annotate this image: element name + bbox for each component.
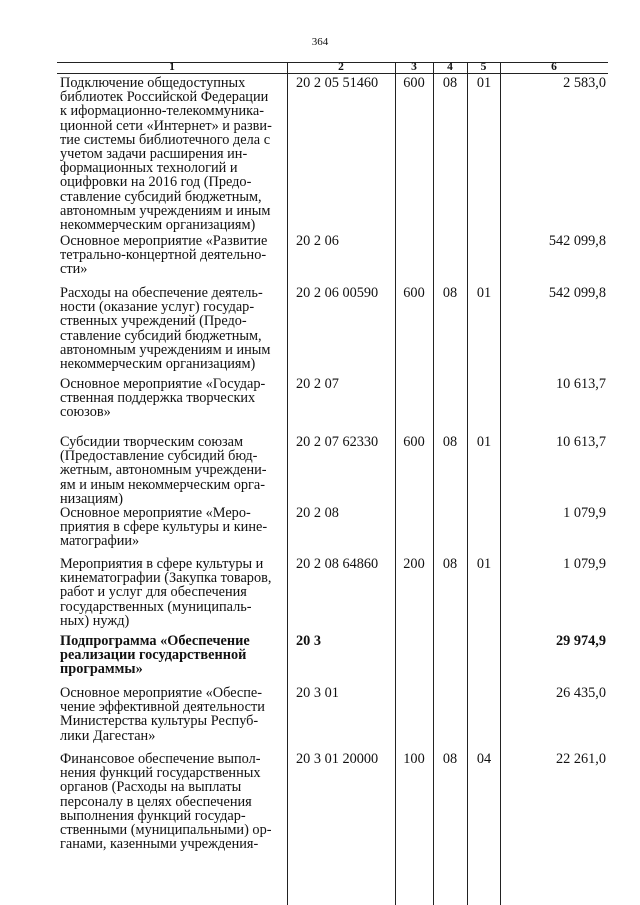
column-divider bbox=[395, 62, 396, 905]
row-amount: 29 974,9 bbox=[555, 633, 606, 649]
row-code: 20 2 05 51460 bbox=[296, 75, 379, 91]
header-col-4: 4 bbox=[447, 61, 453, 73]
row-description: Субсидии творческим союзам (Предоставление субсидий бюд- жетным, автономным учреждени- ям и иным некоммерческим орга- низациям) bbox=[60, 434, 267, 507]
column-divider bbox=[467, 62, 468, 905]
row-description: Основное мероприятие «Государ- ственная поддержка творческих союзов» bbox=[60, 376, 266, 421]
row-description: Подключение общедоступных библиотек Российской Федерации к иформационно-телекоммуника- ционной сети «Интернет» и разви- тие системы библиотечного дела с учетом задачи расширения ин- формационных технологий и оцифровки на 2016 год (Предо- ставление субсидий бюджетным, автономным учреждениям и иным некоммерческим организациям) bbox=[60, 75, 272, 234]
row-section: 08 bbox=[442, 751, 458, 767]
row-expense-type: 600 bbox=[403, 75, 425, 91]
row-section: 08 bbox=[442, 75, 458, 91]
row-code: 20 3 01 20000 bbox=[296, 751, 379, 767]
column-divider bbox=[433, 62, 434, 905]
row-amount: 542 099,8 bbox=[548, 285, 606, 301]
row-section: 08 bbox=[442, 285, 458, 301]
row-expense-type: 200 bbox=[403, 556, 425, 572]
row-code: 20 3 bbox=[296, 633, 322, 649]
row-description: Расходы на обеспечение деятель- ности (оказание услуг) государ- ственных учреждений (Предо- ставление субсидий бюджетным, автономным учреждениям и иным некоммерческим организациям) bbox=[60, 285, 271, 373]
row-description: Подпрограмма «Обеспечение реализации государственной программы» bbox=[60, 633, 250, 678]
row-amount: 22 261,0 bbox=[555, 751, 606, 767]
row-code: 20 2 06 00590 bbox=[296, 285, 379, 301]
row-subsection: 04 bbox=[476, 751, 492, 767]
row-amount: 10 613,7 bbox=[555, 434, 606, 450]
row-code: 20 2 06 bbox=[296, 233, 339, 249]
row-description: Основное мероприятие «Меро- приятия в сфере культуры и кине- матографии» bbox=[60, 505, 268, 550]
row-section: 08 bbox=[442, 434, 458, 450]
row-code: 20 2 08 64860 bbox=[296, 556, 379, 572]
row-amount: 2 583,0 bbox=[563, 75, 606, 91]
header-bottom-border bbox=[57, 73, 608, 74]
row-subsection: 01 bbox=[476, 434, 492, 450]
row-expense-type: 100 bbox=[403, 751, 425, 767]
row-amount: 542 099,8 bbox=[548, 233, 606, 249]
row-description: Основное мероприятие «Обеспе- чение эффективной деятельности Министерства культуры Респуб- лики Дагестан» bbox=[60, 685, 265, 744]
page-number: 364 bbox=[311, 36, 329, 48]
row-expense-type: 600 bbox=[403, 285, 425, 301]
row-code: 20 3 01 bbox=[296, 685, 339, 701]
row-amount: 26 435,0 bbox=[555, 685, 606, 701]
row-description: Финансовое обеспечение выпол- нения функций государственных органов (Расходы на выплаты персоналу в целях обеспечения выполнения функций государ- ственными (муниципальными) ор- ганами, казенными учреждения- bbox=[60, 751, 272, 853]
header-col-3: 3 bbox=[411, 61, 417, 73]
row-subsection: 01 bbox=[476, 285, 492, 301]
header-col-1: 1 bbox=[169, 61, 175, 73]
column-divider bbox=[500, 62, 501, 905]
row-code: 20 2 08 bbox=[296, 505, 339, 521]
header-col-5: 5 bbox=[480, 61, 487, 73]
row-code: 20 2 07 bbox=[296, 376, 339, 392]
row-amount: 10 613,7 bbox=[555, 376, 606, 392]
row-amount: 1 079,9 bbox=[563, 505, 606, 521]
header-col-6: 6 bbox=[551, 61, 557, 73]
row-subsection: 01 bbox=[476, 75, 492, 91]
row-description: Основное мероприятие «Развитие тетрально-концертной деятельно- сти» bbox=[60, 233, 268, 278]
row-amount: 1 079,9 bbox=[563, 556, 606, 572]
row-section: 08 bbox=[442, 556, 458, 572]
row-description: Мероприятия в сфере культуры и кинематографии (Закупка товаров, работ и услуг для обеспечения государственных (муниципаль- ных) нужд) bbox=[60, 556, 272, 629]
row-expense-type: 600 bbox=[403, 434, 425, 450]
row-code: 20 2 07 62330 bbox=[296, 434, 379, 450]
header-col-2: 2 bbox=[338, 61, 344, 73]
row-subsection: 01 bbox=[476, 556, 492, 572]
